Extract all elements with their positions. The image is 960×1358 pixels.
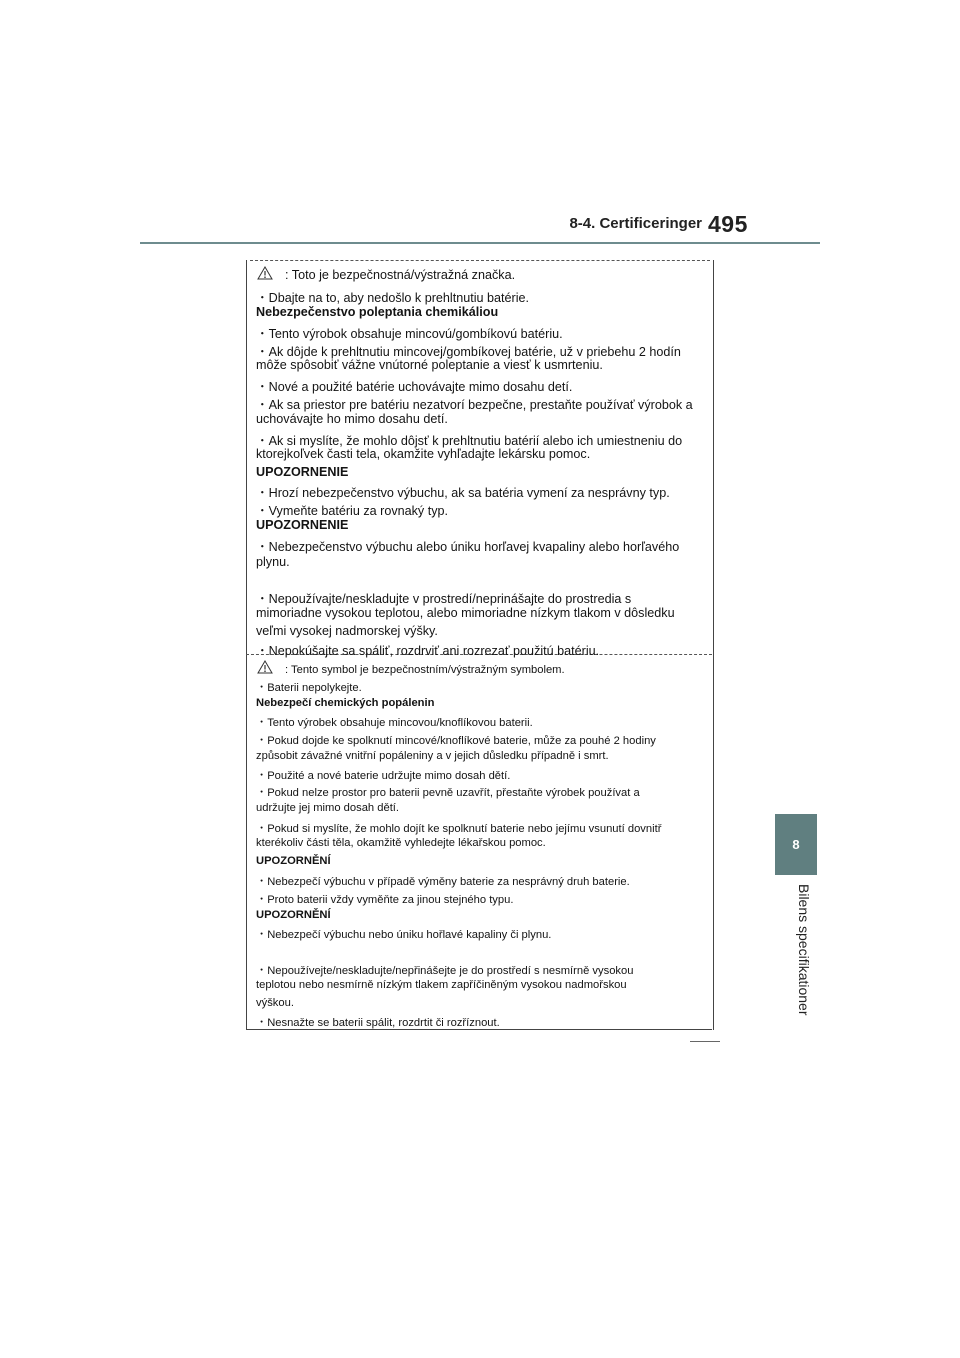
sk-line: plynu. [256, 555, 290, 569]
sk-line: môže spôsobiť vážne vnútorné poleptanie a viesť k usmrteniu. [256, 358, 603, 372]
sk-heading: UPOZORNENIE [256, 518, 349, 532]
cz-heading: UPOZORNĚNÍ [256, 855, 331, 867]
warning-triangle-icon [257, 266, 273, 283]
cz-line: ・Použité a nové baterie udržujte mimo dosah dětí. [256, 770, 511, 782]
cz-line: ・Nebezpečí výbuchu v případě výměny baterie za nesprávný druh baterie. [256, 876, 630, 888]
cz-symbol-line [256, 659, 565, 676]
cz-line: ・Nesnažte se baterii spálit, rozdrtit či rozříznout. [256, 1017, 500, 1029]
cz-line: výškou. [256, 997, 294, 1009]
sk-heading: Nebezpečenstvo poleptania chemikáliou [256, 305, 499, 319]
section-title: 8-4. Certificeringer [569, 215, 702, 232]
cz-line: ・Nebezpečí výbuchu nebo úniku hořlavé kapaliny či plynu. [256, 929, 552, 941]
sk-line: ・Tento výrobok obsahuje mincovú/gombíkovú batériu. [256, 327, 563, 341]
sk-line: veľmi vysokej nadmorskej výšky. [256, 624, 438, 638]
sk-line: ・Ak dôjde k prehltnutiu mincovej/gombíkovej batérie, už v priebehu 2 hodín [256, 345, 681, 359]
cz-line: ・Nepoužívejte/neskladujte/nepřinášejte je do prostředí s nesmírně vysokou [256, 965, 634, 977]
cz-line: ・Pokud dojde ke spolknutí mincové/knoflíkové baterie, může za pouhé 2 hodiny [256, 735, 656, 747]
cz-line: ・Tento výrobek obsahuje mincovou/knoflíkovou baterii. [256, 717, 533, 729]
header-rule [140, 242, 820, 244]
page-number: 495 [708, 211, 748, 237]
cz-symbol-text: : Tento symbol je bezpečnostním/výstražným symbolem. [285, 664, 565, 676]
sk-symbol-line [256, 265, 515, 282]
chapter-number: 8 [792, 837, 800, 852]
box-top-divider [250, 260, 710, 261]
sk-line: ・Hrozí nebezpečenstvo výbuchu, ak sa batéria vymení za nesprávny typ. [256, 486, 670, 500]
cz-line: ・Pokud si myslíte, že mohlo dojít ke spolknutí baterie nebo jejímu vsunutí dovnitř [256, 823, 662, 835]
cz-line: způsobit závažné vnitřní popáleniny a v jejich důsledku případně i smrt. [256, 750, 609, 762]
sk-heading: UPOZORNENIE [256, 465, 349, 479]
cz-line: teplotou nebo nesmírně nízkým tlakem zapříčiněným vysokou nadmořskou [256, 979, 627, 991]
cz-line: ・Proto baterii vždy vyměňte za jinou stejného typu. [256, 894, 514, 906]
sk-line: ・Nepokúšajte sa spáliť, rozdrviť ani rozrezať použitú batériu. [256, 644, 600, 658]
sk-line: ・Nebezpečenstvo výbuchu alebo úniku horľavej kvapaliny alebo horľavého [256, 540, 680, 554]
sk-symbol-text: : Toto je bezpečnostná/výstražná značka. [285, 268, 516, 282]
sk-line: mimoriadne vysokou teplotou, alebo mimoriadne nízkym tlakom v dôsledku [256, 606, 675, 620]
box-bottom-tick [690, 1041, 720, 1042]
chapter-label: Bilens specifikationer [796, 884, 812, 1016]
sk-line: ・Dbajte na to, aby nedošlo k prehltnutiu batérie. [256, 291, 530, 305]
cz-heading: UPOZORNĚNÍ [256, 909, 331, 921]
warning-triangle-icon [257, 660, 273, 677]
sk-line: ・Vymeňte batériu za rovnaký typ. [256, 504, 449, 518]
sk-line: ktorejkoľvek časti tela, okamžite vyhľadajte lekársku pomoc. [256, 447, 591, 461]
sk-line: uchovávajte ho mimo dosahu detí. [256, 412, 448, 426]
sk-line: ・Ak sa priestor pre batériu nezatvorí bezpečne, prestaňte používať výrobok a [256, 398, 693, 412]
cz-line: ・Baterii nepolykejte. [256, 682, 362, 694]
cz-line: ・Pokud nelze prostor pro baterii pevně uzavřít, přestaňte výrobek používat a [256, 787, 640, 799]
cz-heading: Nebezpečí chemických popálenin [256, 697, 435, 709]
cz-line: udržujte jej mimo dosah dětí. [256, 802, 400, 814]
sk-line: ・Ak si myslíte, že mohlo dôjsť k prehltnutiu batérií alebo ich umiestneniu do [256, 434, 683, 448]
chapter-tab [775, 814, 817, 875]
sk-line: ・Nové a použité batérie uchovávajte mimo dosahu detí. [256, 380, 573, 394]
cz-line: kterékoliv části těla, okamžitě vyhledejte lékařskou pomoc. [256, 837, 546, 849]
sk-line: ・Nepoužívajte/neskladujte v prostredí/neprinášajte do prostredia s [256, 592, 632, 606]
